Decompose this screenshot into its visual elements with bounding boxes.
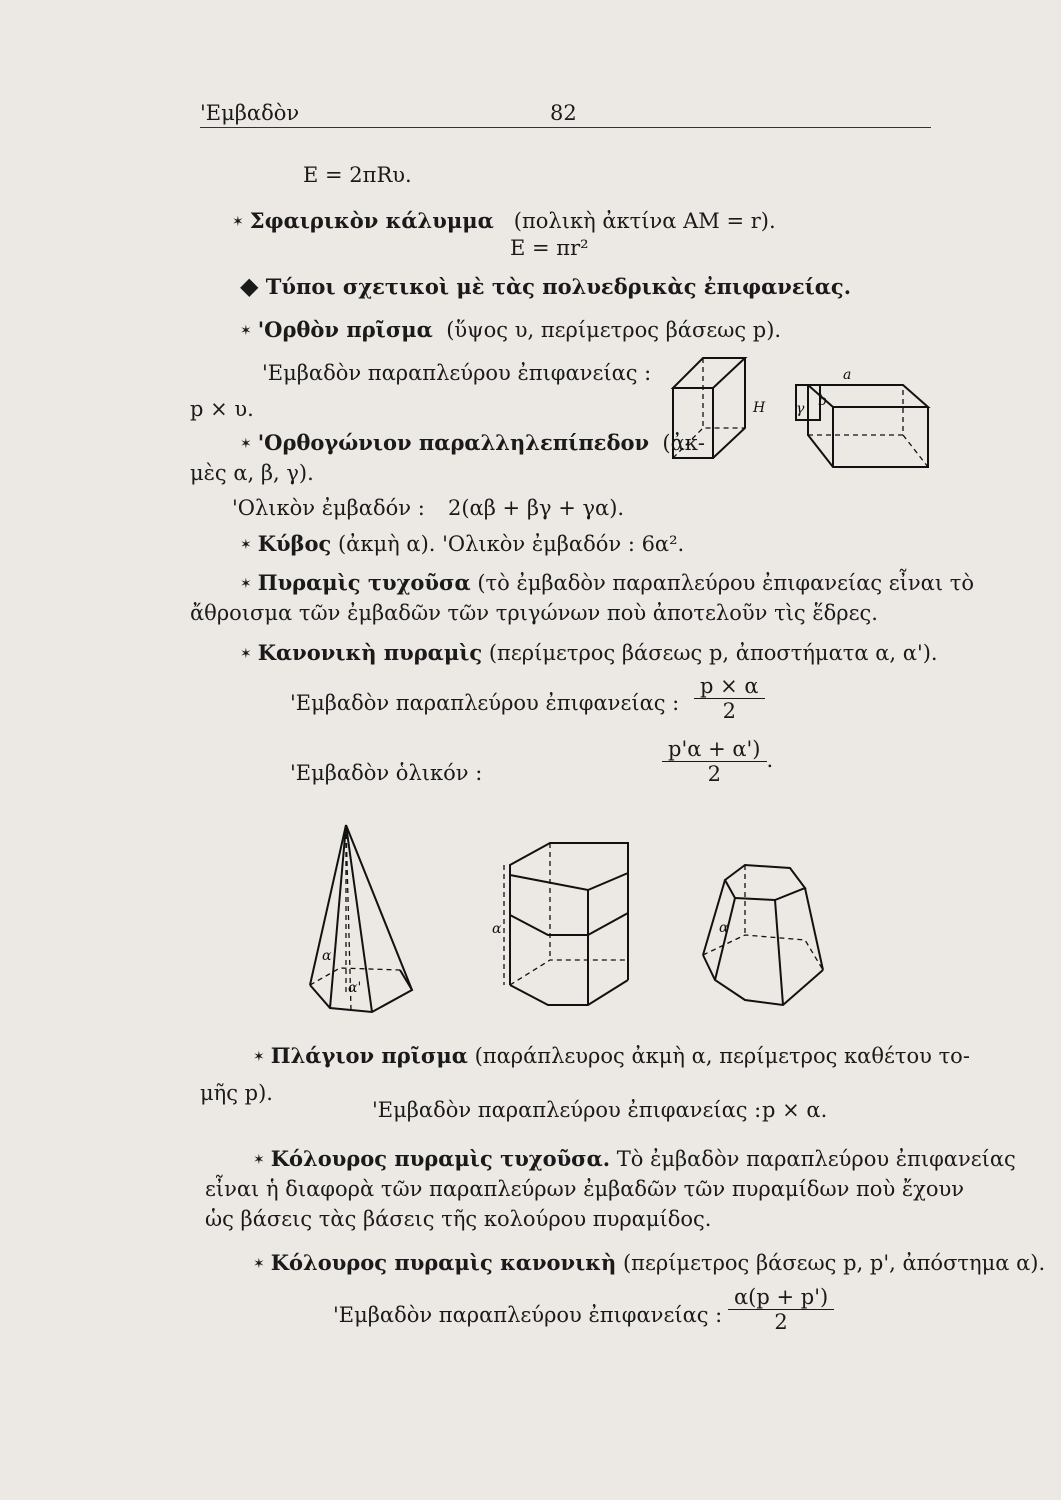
pyramid-edge <box>330 825 346 1008</box>
cap-text: (πολικὴ ἀκτίνα AM = r). <box>513 209 776 233</box>
fraction-1 <box>694 674 765 723</box>
cube-text: (ἀκμὴ α). 'Ολικὸν ἐμβαδόν : 6α². <box>337 532 685 556</box>
star-bullet: ✶ <box>240 436 252 452</box>
running-head: 'Εμβαδὸν <box>200 101 300 125</box>
star-bullet: ✶ <box>232 214 244 230</box>
frustum-figure <box>695 860 835 1020</box>
oblique-section <box>510 913 628 935</box>
total-area-label-2: 'Εμβαδὸν ὁλικόν : <box>290 761 483 785</box>
star-bullet: ✶ <box>253 1049 265 1065</box>
total-area-label: 'Ολικὸν ἐμβαδόν : <box>232 496 425 520</box>
oblique-bottom <box>510 980 628 1005</box>
cap-label: Σφαιρικὸν κάλυμμα <box>249 208 494 233</box>
star-bullet: ✶ <box>253 1256 265 1272</box>
frac2-numerator: p'α + α') <box>662 737 767 762</box>
page-number: 82 <box>550 101 577 125</box>
cap-line <box>232 208 776 237</box>
fraction-2 <box>662 737 773 786</box>
frustum-label-a: α <box>719 920 729 936</box>
frustum-edge <box>703 880 725 955</box>
cuboid-label: 'Ορθογώνιον παραλληλεπίπεδον <box>257 430 650 455</box>
star-bullet: ✶ <box>240 537 252 553</box>
lateral-area-label-4: 'Εμβαδὸν παραπλεύρου ἐπιφανείας : <box>333 1303 723 1327</box>
reg-frustum-line <box>253 1250 1045 1279</box>
regular-pyramid-line <box>240 640 938 669</box>
header-rule <box>200 127 931 128</box>
right-prism-text: (ὕψος υ, περίμετρος βάσεως p). <box>446 318 782 342</box>
frustum-base <box>703 955 823 1005</box>
prism-front-edges <box>673 388 713 458</box>
cuboid-label-a: a <box>843 367 852 383</box>
cuboid-hidden-diagonal <box>903 435 928 467</box>
pyramid-label-a-prime: α' <box>348 980 362 996</box>
star-bullet: ✶ <box>240 323 252 339</box>
oblique-prism-text-2: μῆς p). <box>200 1081 273 1105</box>
prism-top-face <box>673 358 745 388</box>
oblique-hidden-base <box>510 960 628 985</box>
frustum-edge <box>775 900 783 1005</box>
frustum-text-2: εἶναι ἡ διαφορὰ τῶν παραπλεύρων ἐμβαδῶν τῶν πυραμίδων ποὺ ἔχουν <box>205 1177 965 1201</box>
cap-formula: E = πr² <box>510 236 589 260</box>
frac1-numerator: p × α <box>694 674 765 699</box>
regular-pyramid-text: (περίμετρος βάσεως p, ἀποστήματα α, α'). <box>488 641 938 665</box>
lateral-area-label-2: 'Εμβαδὸν παραπλεύρου ἐπιφανείας : <box>290 691 680 715</box>
pyramid-text-2: ἄθροισμα τῶν ἐμβαδῶν τῶν τριγώνων ποὺ ἀποτελοῦν τὶς ἕδρες. <box>190 601 878 625</box>
frustum-text-1: Τὸ ἐμβαδὸν παραπλεύρου ἐπιφανείας <box>616 1147 1016 1171</box>
section-title: Τύποι σχετικοὶ μὲ τὰς πολυεδρικὰς ἐπιφανείας. <box>265 274 852 299</box>
p-times-a: p × α. <box>762 1098 828 1122</box>
prism-hidden-base <box>673 428 745 458</box>
lateral-area-label: 'Εμβαδὸν παραπλεύρου ἐπιφανείας : <box>262 361 652 385</box>
cube-label: Κύβος <box>257 531 332 556</box>
frustum-edge <box>715 898 735 980</box>
star-bullet: ✶ <box>253 1152 265 1168</box>
cuboid-formula: 2(αβ + βγ + γα). <box>448 496 625 520</box>
sphere-formula: E = 2πRυ. <box>303 163 412 187</box>
cuboid-text-2: μὲς α, β, γ). <box>190 461 314 485</box>
pyramid-edge <box>346 825 412 990</box>
lateral-area-label-3: 'Εμβαδὸν παραπλεύρου ἐπιφανείας : <box>372 1098 762 1122</box>
star-bullet: ✶ <box>240 646 252 662</box>
regular-pyramid-label: Κανονικὴ πυραμὶς <box>257 640 483 665</box>
prism-label-h: H <box>753 400 766 416</box>
oblique-prism-text-1: (παράπλευρος ἀκμὴ α, περίμετρος καθέτου το- <box>474 1044 970 1068</box>
right-prism-line <box>240 317 781 346</box>
pyramid-line <box>240 570 974 599</box>
section-title-line <box>240 273 851 300</box>
oblique-label-a: α <box>492 921 502 937</box>
frac2-tail: . <box>766 748 774 772</box>
frac3-denominator: 2 <box>774 1310 788 1334</box>
frustum-label: Κόλουρος πυραμὶς τυχοῦσα. <box>270 1146 611 1171</box>
diamond-bullet: ◆ <box>240 271 259 300</box>
oblique-prism-label: Πλάγιον πρῖσμα <box>270 1043 468 1068</box>
cuboid-figure <box>788 365 938 475</box>
p-times-u: p × υ. <box>190 397 254 421</box>
right-prism-label: 'Ορθὸν πρῖσμα <box>257 317 433 342</box>
star-bullet: ✶ <box>240 576 252 592</box>
pyramid-text-1: (τὸ ἐμβαδὸν παραπλεύρου ἐπιφανείας εἶναι τὸ <box>477 571 975 595</box>
cube-line <box>240 531 684 560</box>
pyramid-label-a: α <box>322 948 332 964</box>
cuboid-line <box>240 430 705 459</box>
frac2-denominator: 2 <box>707 762 721 786</box>
cuboid-label-b: b <box>818 393 827 409</box>
oblique-prism-figure <box>488 825 638 1015</box>
pyramid-label: Πυραμὶς τυχοῦσα <box>257 570 471 595</box>
frac3-numerator: α(p + p') <box>728 1285 834 1310</box>
pyramid-figure <box>300 820 430 1020</box>
cuboid-label-g: γ <box>796 401 805 417</box>
oblique-prism-line <box>253 1043 970 1072</box>
frustum-top <box>725 865 805 900</box>
cuboid-text-1: (ἀκ- <box>662 431 706 455</box>
frustum-line <box>253 1146 1016 1175</box>
oblique-top <box>510 843 628 890</box>
reg-frustum-label: Κόλουρος πυραμὶς κανονικὴ <box>270 1250 617 1275</box>
fraction-3 <box>728 1285 834 1334</box>
right-prism-figure <box>665 350 785 470</box>
frustum-edge <box>805 888 823 970</box>
frac1-denominator: 2 <box>722 699 736 723</box>
frustum-text-3: ὡς βάσεις τὰς βάσεις τῆς κολούρου πυραμίδος. <box>205 1207 712 1231</box>
reg-frustum-text: (περίμετρος βάσεως p, p', ἀπόστημα α). <box>622 1251 1046 1275</box>
